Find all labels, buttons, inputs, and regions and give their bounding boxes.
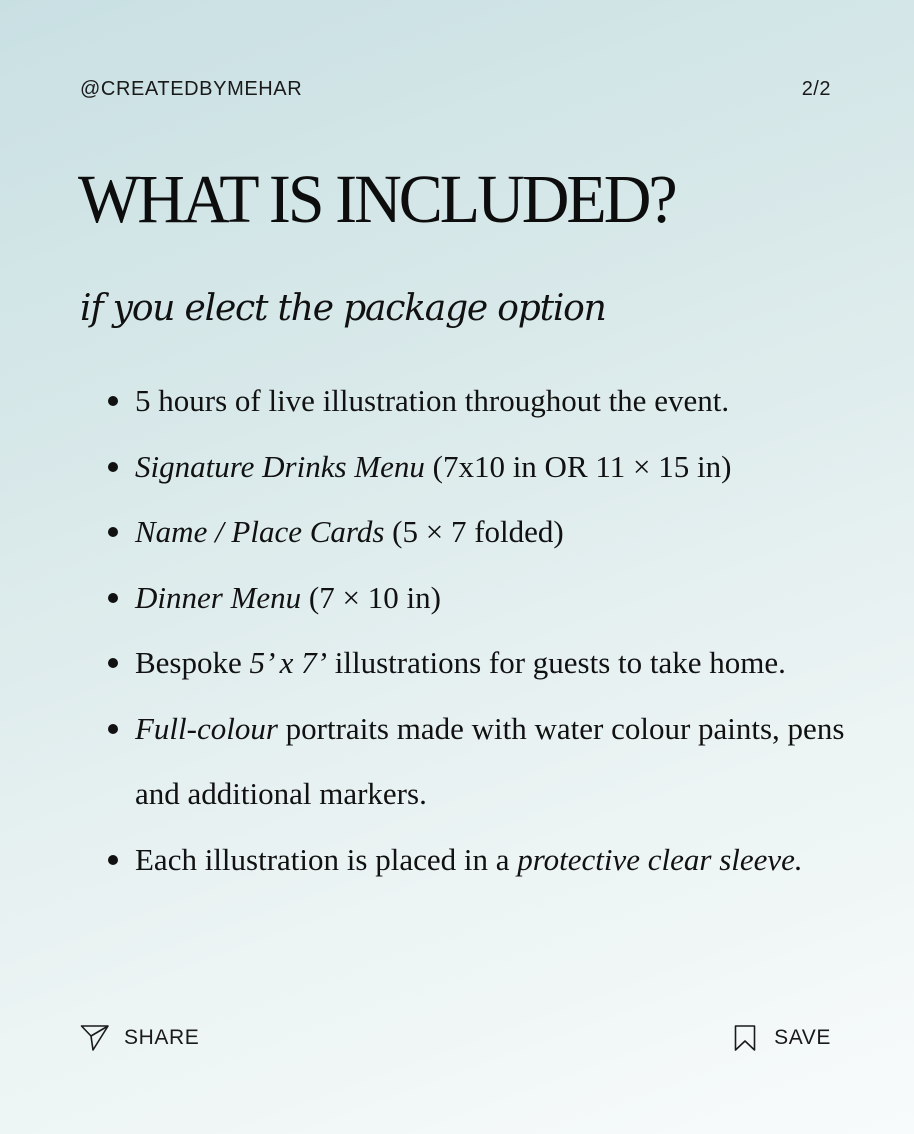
item-text: Each illustration is placed in a [135, 841, 518, 877]
bookmark-icon [734, 1024, 756, 1052]
share-button[interactable] [80, 1024, 199, 1052]
save-button[interactable] [734, 1024, 831, 1052]
list-item [0, 696, 914, 827]
page-indicator: 2/2 [801, 78, 831, 100]
list-item [0, 827, 914, 893]
item-text: portraits made with water colour paints, pens and additional markers. [135, 710, 845, 811]
list-item [0, 434, 914, 500]
save-label: SAVE [774, 1026, 831, 1049]
item-emphasis-text: 5’ x 7’ [249, 645, 327, 680]
item-emphasis-text: protective clear sleeve. [517, 841, 803, 877]
item-text: (5 × 7 folded) [384, 514, 564, 549]
send-icon [80, 1024, 110, 1052]
list-item [0, 565, 914, 631]
share-label: SHARE [124, 1026, 200, 1049]
item-text: (7 × 10 in) [301, 579, 441, 615]
item-text: 5 hours of live illustration throughout the event. [135, 383, 730, 418]
item-emphasis-text: Dinner Menu [135, 579, 302, 615]
item-emphasis-text: Name / Place Cards [135, 514, 385, 549]
list-item [0, 368, 914, 434]
list-item [0, 630, 914, 696]
handle-label: @CREATEDBYMEHAR [80, 78, 303, 100]
subtitle: if you elect the package option [80, 288, 606, 329]
item-emphasis-text: Signature Drinks Menu [135, 448, 425, 484]
list-item [0, 499, 914, 565]
page-title: WHAT IS INCLUDED? [78, 161, 675, 238]
item-emphasis-text: Full-colour [135, 710, 278, 746]
item-text: illustrations for guests to take home. [327, 645, 786, 680]
item-text: (7x10 in OR 11 × 15 in) [424, 448, 732, 484]
item-text: Bespoke [135, 645, 250, 680]
included-items-list [0, 368, 914, 892]
